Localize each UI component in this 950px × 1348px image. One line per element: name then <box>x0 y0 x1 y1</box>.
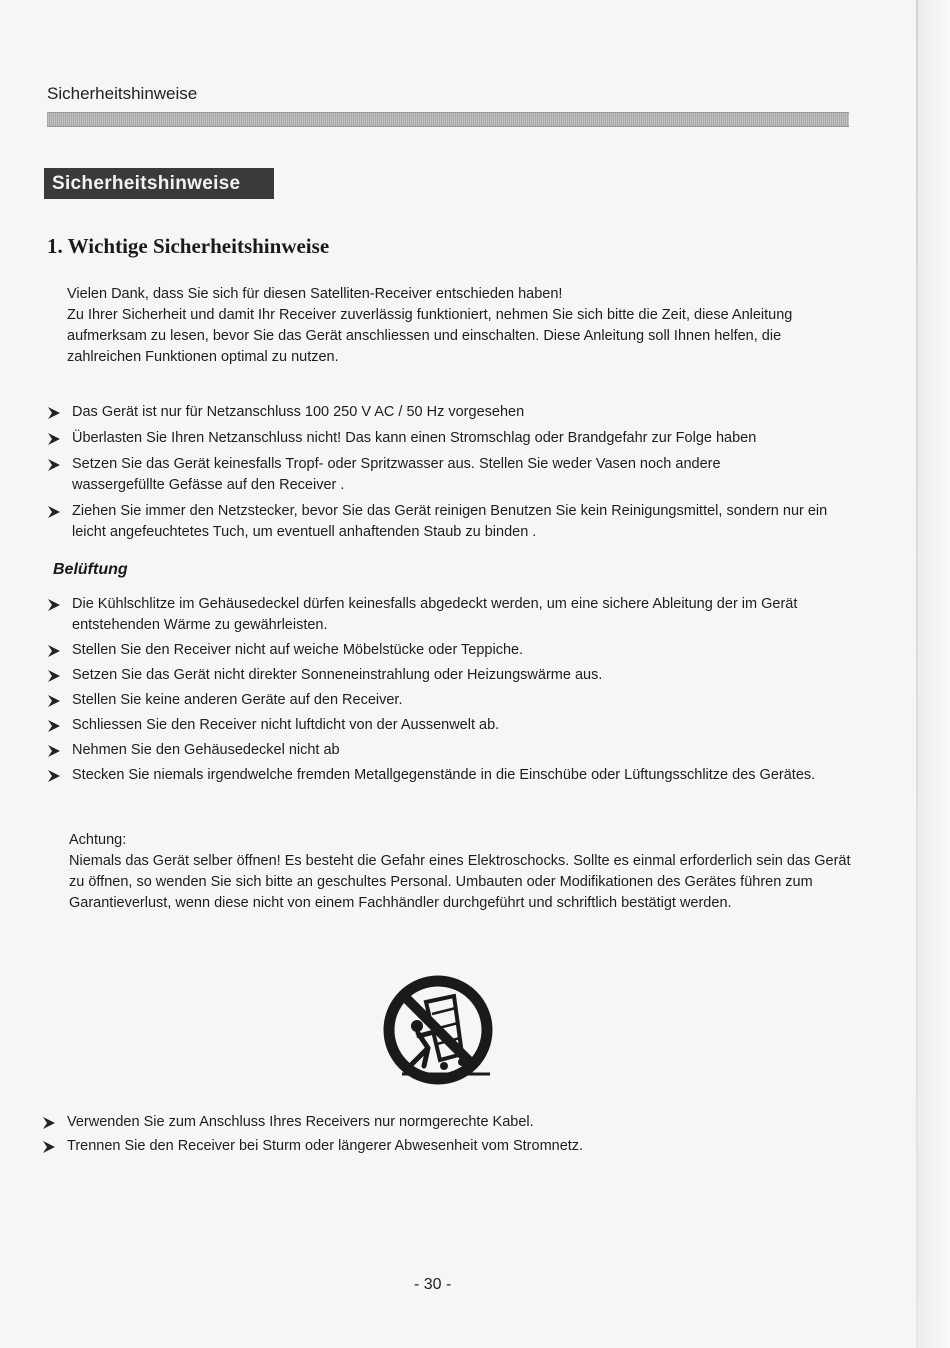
caution-text: Niemals das Gerät selber öffnen! Es besteht die Gefahr eines Elektroschocks. Sollte es einmal erforderlich sein das Gerät zu öffnen, so wenden Sie sich bitte an geschultes Personal. Umbauten oder Modifikationen des Gerätes führen zum Garantieverlust, wenn diese nicht von einem Fachhändler durchgeführt und schriftlich bestätigt werden. <box>69 853 851 911</box>
list-item-text: Die Kühlschlitze im Gehäusedeckel dürfen keinesfalls abgedeckt werden, um eine sichere Ableitung der im Gerät entstehenden Wärme zu gewährleisten. <box>72 596 798 633</box>
list-item <box>47 715 859 736</box>
list-item-text: Überlasten Sie Ihren Netzanschluss nicht! Das kann einen Stromschlag oder Brandgefahr zur Folge haben <box>72 430 757 446</box>
section-badge: Sicherheitshinweise <box>44 168 274 199</box>
list-item <box>47 454 852 496</box>
cable-safety-list <box>42 1112 847 1157</box>
arrow-bullet-icon <box>47 644 61 658</box>
arrow-bullet-icon <box>47 406 61 420</box>
list-item <box>47 640 859 661</box>
list-item <box>47 428 852 449</box>
ventilation-list <box>47 594 859 786</box>
arrow-bullet-icon <box>47 694 61 708</box>
page-edge <box>916 0 918 1348</box>
intro-paragraph: Zu Ihrer Sicherheit und damit Ihr Receiver zuverlässig funktioniert, nehmen Sie sich bitte die Zeit, diese Anleitung aufmerksam zu lesen, bevor Sie das Gerät anschliessen und einschalten. Diese Anleitung soll Ihnen helfen, die zahlreichen Funktionen optimal zu nutzen. <box>67 307 793 365</box>
caution-title: Achtung: <box>69 832 127 848</box>
arrow-bullet-icon <box>47 458 61 472</box>
list-item <box>47 501 852 543</box>
list-item <box>47 740 859 761</box>
list-item <box>47 402 852 423</box>
page-edge-shadow <box>918 0 950 1348</box>
list-item <box>47 665 859 686</box>
arrow-bullet-icon <box>47 505 61 519</box>
section-heading: 1. Wichtige Sicherheitshinweise <box>47 234 330 258</box>
arrow-bullet-icon <box>47 719 61 733</box>
list-item-text: Stellen Sie keine anderen Geräte auf den Receiver. <box>72 692 403 708</box>
header-rule <box>47 112 849 127</box>
intro-line-1: Vielen Dank, dass Sie sich für diesen Satelliten-Receiver entschieden haben! <box>67 286 563 302</box>
arrow-bullet-icon <box>47 769 61 783</box>
list-item <box>47 594 859 636</box>
list-item <box>42 1112 847 1133</box>
list-item-text: Setzen Sie das Gerät nicht direkter Sonneneinstrahlung oder Heizungswärme aus. <box>72 667 603 683</box>
list-item-text: Verwenden Sie zum Anschluss Ihres Receivers nur normgerechte Kabel. <box>67 1114 534 1130</box>
arrow-bullet-icon <box>47 598 61 612</box>
page-number: - 30 - <box>414 1276 452 1293</box>
list-item-text: Trennen Sie den Receiver bei Sturm oder längerer Abwesenheit vom Stromnetz. <box>67 1138 584 1154</box>
list-item-text: Stellen Sie den Receiver nicht auf weiche Möbelstücke oder Teppiche. <box>72 642 524 658</box>
power-safety-list <box>47 402 852 543</box>
list-item-text: Ziehen Sie immer den Netzstecker, bevor Sie das Gerät reinigen Benutzen Sie kein Reinigungsmittel, sondern nur ein leicht angefeuchtetes Tuch, um eventuell anhaftenden Staub zu binden . <box>72 503 828 540</box>
no-cart-transport-icon <box>382 974 494 1086</box>
list-item <box>42 1136 847 1157</box>
list-item <box>47 765 859 786</box>
ventilation-heading: Belüftung <box>53 561 128 578</box>
arrow-bullet-icon <box>42 1140 56 1154</box>
running-header: Sicherheitshinweise <box>47 84 198 103</box>
list-item-text: Setzen Sie das Gerät keinesfalls Tropf- oder Spritzwasser aus. Stellen Sie weder Vasen noch andere wassergefüllte Gefässe auf den Receiver . <box>72 456 721 493</box>
list-item-text: Das Gerät ist nur für Netzanschluss 100 250 V AC / 50 Hz vorgesehen <box>72 404 525 420</box>
arrow-bullet-icon <box>47 432 61 446</box>
list-item-text: Nehmen Sie den Gehäusedeckel nicht ab <box>72 742 340 758</box>
arrow-bullet-icon <box>47 669 61 683</box>
arrow-bullet-icon <box>47 744 61 758</box>
arrow-bullet-icon <box>42 1116 56 1130</box>
list-item-text: Schliessen Sie den Receiver nicht luftdicht von der Aussenwelt ab. <box>72 717 500 733</box>
list-item-text: Stecken Sie niemals irgendwelche fremden Metallgegenstände in die Einschübe oder Lüftungsschlitze des Gerätes. <box>72 767 816 783</box>
list-item <box>47 690 859 711</box>
